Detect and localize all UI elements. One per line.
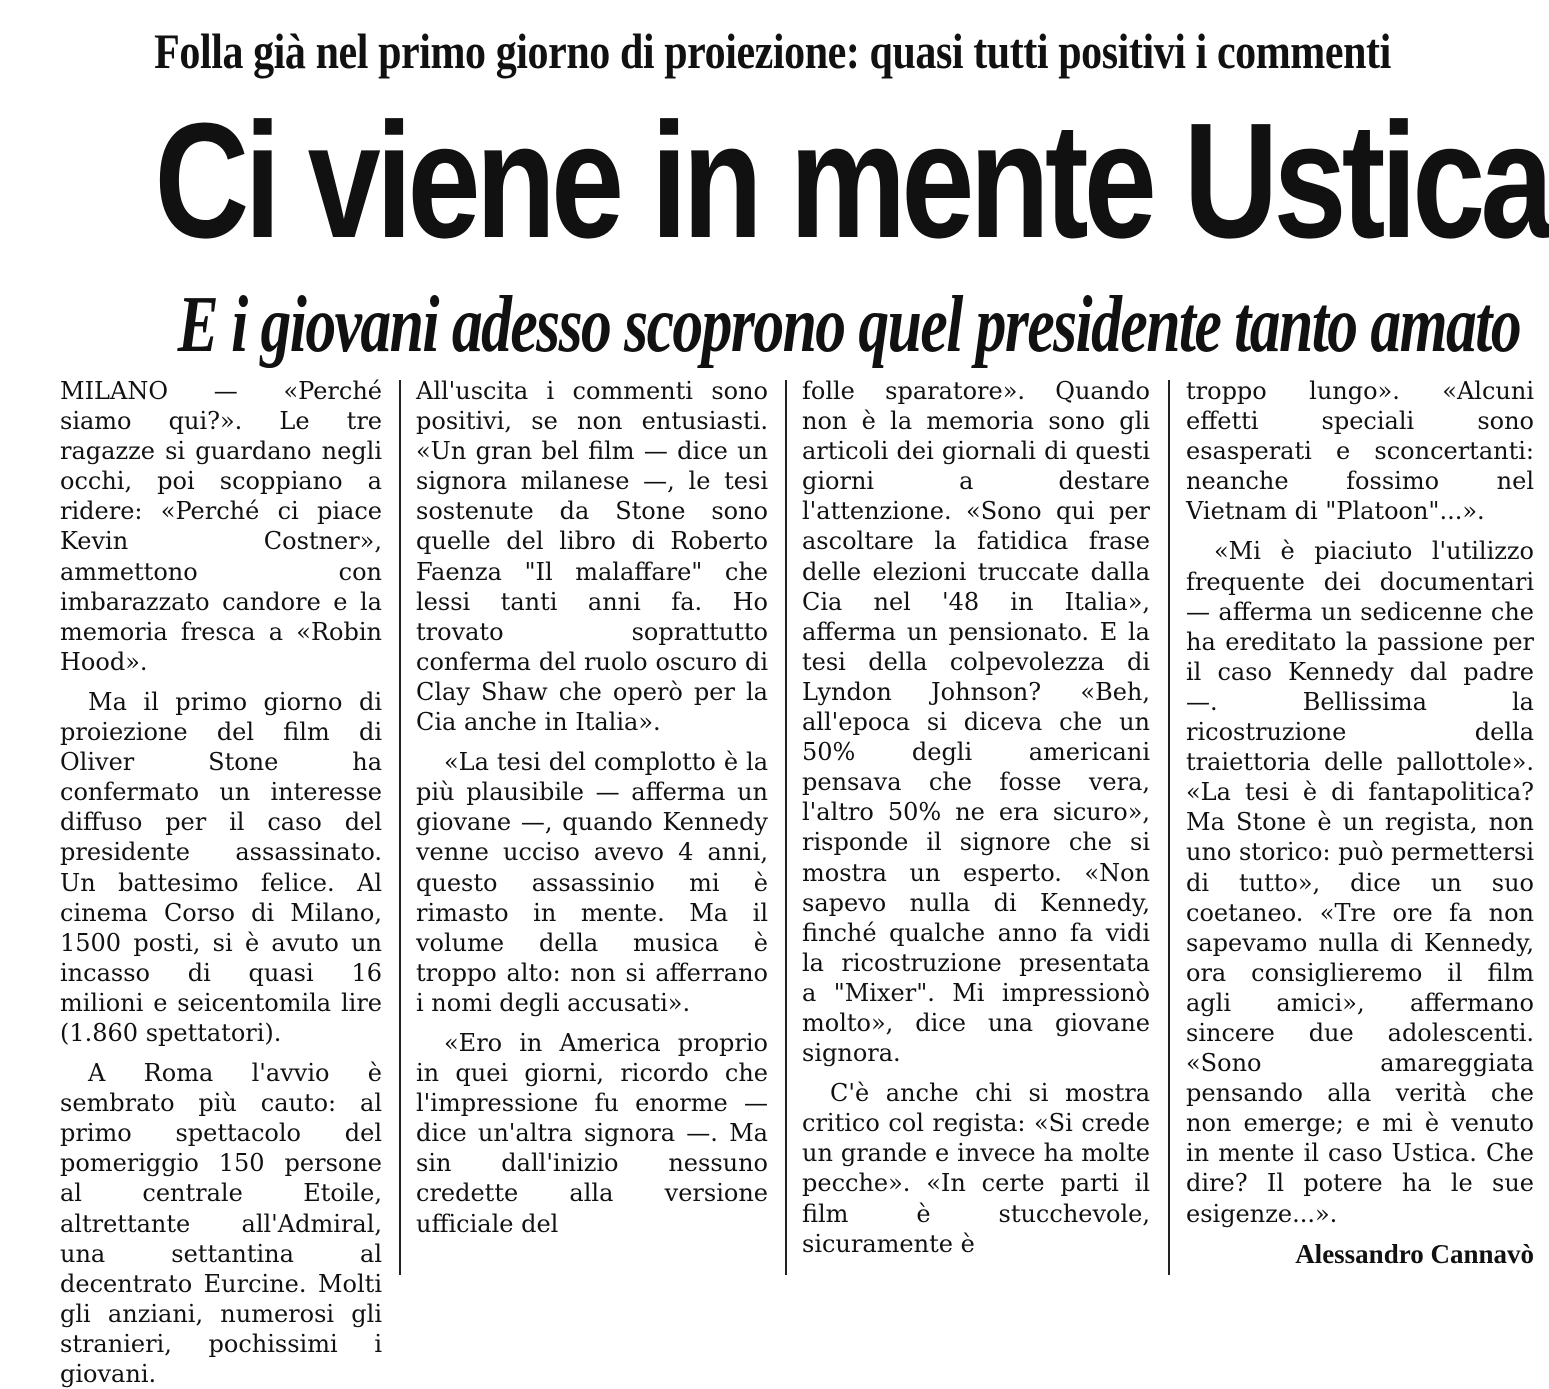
paragraph: MILANO — «Perché siamo qui?». Le tre ragazze si guardano negli occhi, poi scoppiano a ridere: «Perché ci piace Kevin Costner», ammettono con imbarazzato candore e la memoria fresca a «Robin Hood». [60,377,382,676]
paragraph: troppo lungo». «Alcuni effetti speciali sono esasperati e sconcertanti: neanche fossimo nel Vietnam di "Platoon"...». [1186,377,1534,526]
paragraph: folle sparatore». Quando non è la memoria sono gli articoli dei giornali di questi giorni a destare l'attenzione. «Sono qui per ascoltare la fatidica frase delle elezioni truccate dalla Cia nel '48 in Italia», afferma un pensionato. E la tesi della colpevolezza di Lyndon Johnson? «Beh, all'epoca si diceva che un 50% degli americani pensava che fosse vera, l'altro 50% ne era sicuro», risponde il signore che si mostra un esperto. «Non sapevo nulla di Kennedy, finché qualche anno fa vidi la ricostruzione presentata a "Mixer". Mi impressionò molto», dice una giovane signora. [802,377,1150,1068]
article-column-2 [416,376,768,1276]
paragraph: «La tesi del complotto è la più plausibile — afferma un giovane —, quando Kennedy venne ucciso avevo 4 anni, questo assassinio mi è rimasto in mente. Ma il volume della musica è troppo alto: non si afferrano i nomi degli accusati». [416,748,768,1017]
paragraph: C'è anche chi si mostra critico col regista: «Si crede un grande e invece ha molte pecche». «In certe parti il film è stucchevole, sicuramente è [802,1079,1150,1258]
article-column-4 [1186,376,1534,1276]
column-rule [1168,380,1170,1275]
article-column-1 [60,376,382,1388]
paragraph: Ma il primo giorno di proiezione del film di Oliver Stone ha confermato un interesse diffuso per il caso del presidente assassinato. Un battesimo felice. Al cinema Corso di Milano, 1500 posti, si è avuto un incasso di quasi 16 milioni e seicentomila lire (1.860 spettatori). [60,687,382,1047]
subheadline: E i giovani adesso scoprono quel presidente tanto amato [177,281,1521,369]
paragraph: All'uscita i commenti sono positivi, se non entusiasti. «Un gran bel film — dice un signora milanese —, le tesi sostenute da Stone sono quelle del libro di Roberto Faenza "Il malaffare" che lessi tanti anni fa. Ho trovato soprattutto conferma del ruolo oscuro di Clay Shaw che operò per la Cia anche in Italia». [416,377,768,737]
byline: Alessandro Cannavò [1295,1238,1534,1269]
paragraph: «Ero in America proprio in quei giorni, ricordo che l'impressione fu enorme — dice un'altra signora —. Ma sin dall'inizio nessuno credette alla versione ufficiale del [416,1028,768,1238]
column-rule [785,380,787,1275]
paragraph: A Roma l'avvio è sembrato più cauto: al primo spettacolo del pomeriggio 150 persone al centrale Etoile, altrettante all'Admiral, una settantina al decentrato Eurcine. Molti gli anziani, numerosi gli stranieri, pochissimi i giovani. [60,1059,382,1388]
main-headline: Ci viene in mente Ustica [154,89,1549,272]
article-column-3 [802,376,1150,1276]
kicker-headline: Folla già nel primo giorno di proiezione: quasi tutti positivi i commenti [154,23,1391,79]
column-rule [399,380,401,1275]
paragraph: «Mi è piaciuto l'utilizzo frequente dei documentari — afferma un sedicenne che ha ereditato la passione per il caso Kennedy dal padre —. Bellissima la ricostruzione della traiettoria delle pallottole». «La tesi è di fantapolitica? Ma Stone è un regista, non uno storico: può permettersi di tutto», dice un suo coetaneo. «Tre ore fa non sapevamo nulla di Kennedy, ora consiglieremo il film agli amici», affermano sincere due adolescenti. «Sono amareggiata pensando alla verità che non emerge; e mi è venuto in mente il caso Ustica. Che dire? Il potere ha le sue esigenze...». [1186,537,1535,1228]
